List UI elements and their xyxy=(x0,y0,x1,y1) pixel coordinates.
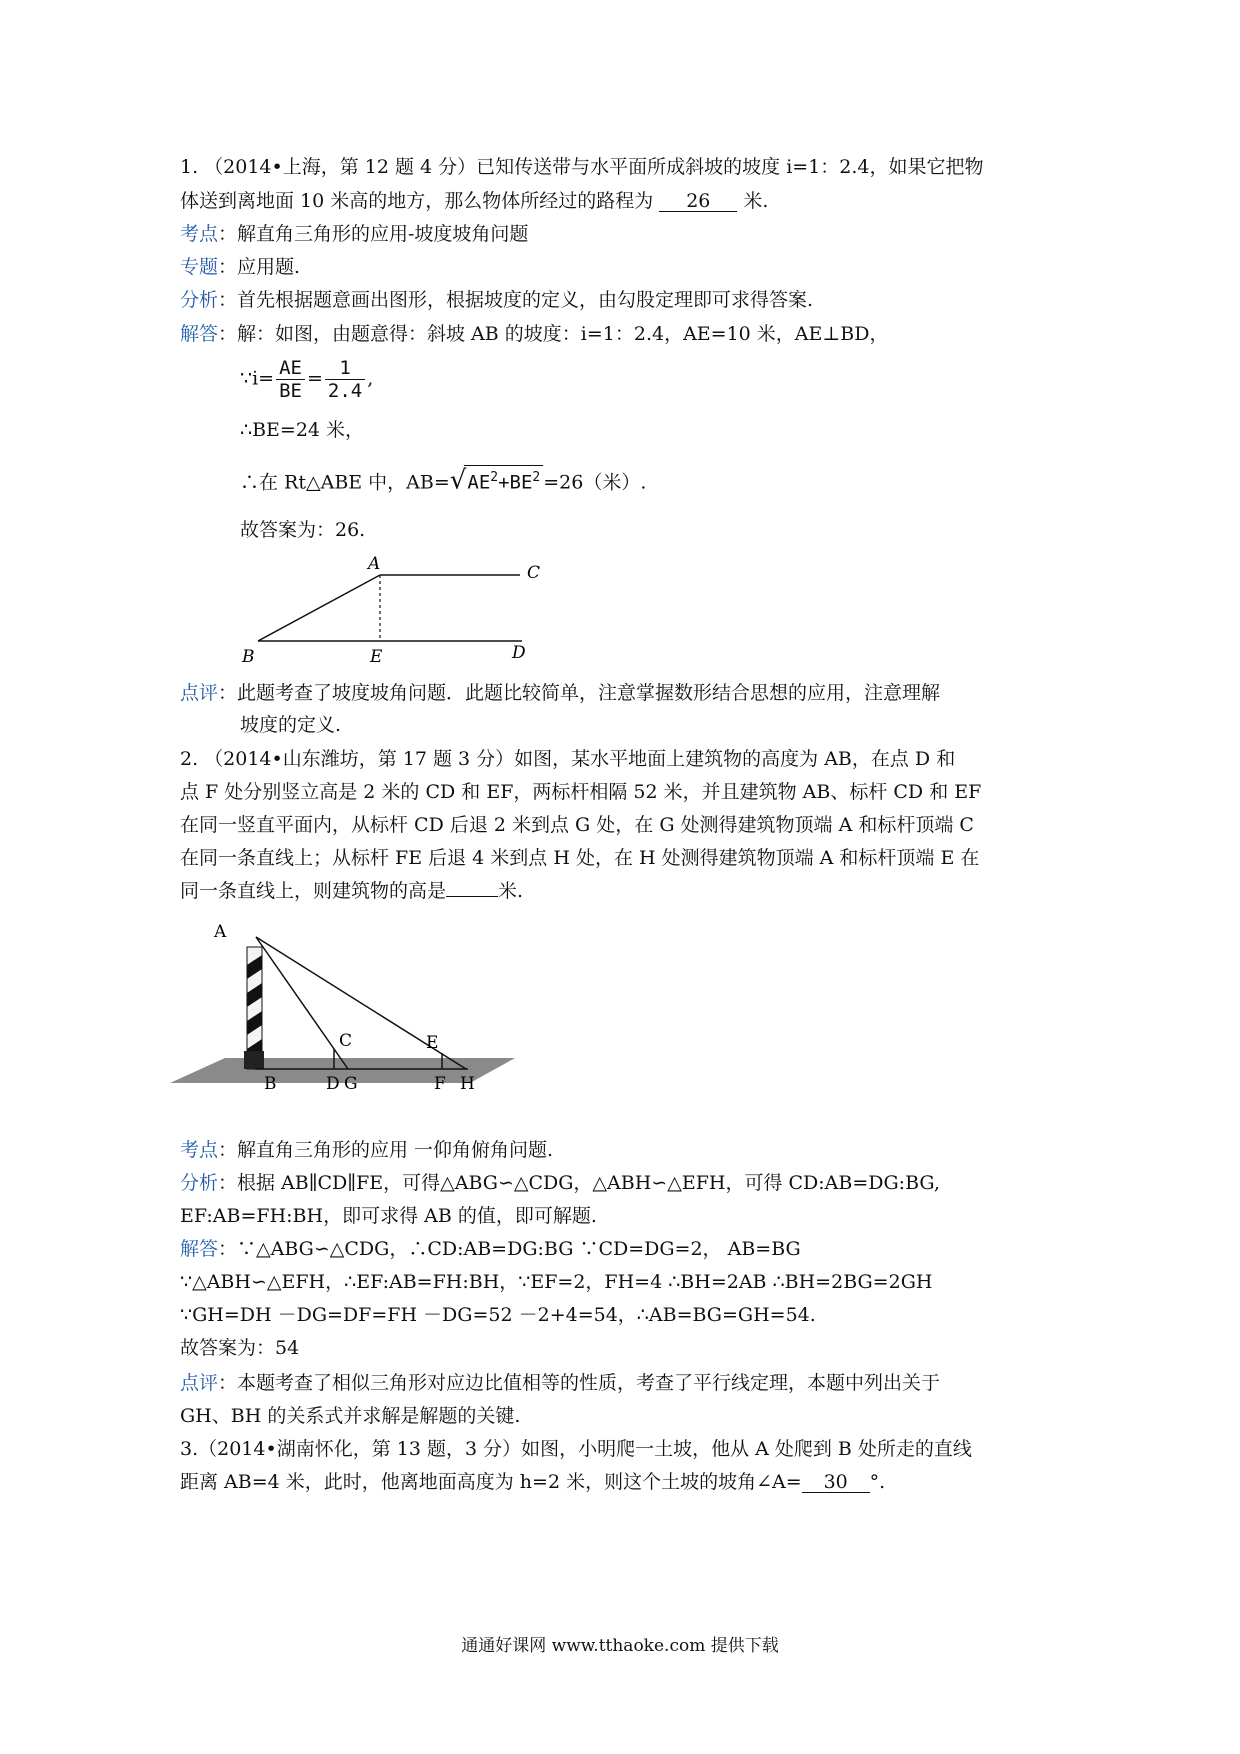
fraction-1-2-4 xyxy=(325,357,365,402)
label-a: A xyxy=(368,554,381,574)
building-base xyxy=(244,1051,264,1069)
q3-line-2-end: °. xyxy=(869,1471,886,1493)
radicand-ae: AE xyxy=(467,471,491,494)
fraction-ae-be xyxy=(276,357,305,402)
zhuanti-label: 专题 xyxy=(180,256,219,278)
fenxi-label: 分析 xyxy=(180,289,219,311)
label-h: H xyxy=(460,1074,475,1094)
q2-kaodian xyxy=(180,1138,553,1162)
label-b: B xyxy=(264,1074,277,1094)
kaodian-label: 考点 xyxy=(180,223,219,245)
q1-line-1: 1. （2014•上海，第 12 题 4 分）已知传送带与水平面所成斜坡的坡度 i=1：2.4，如果它把物 xyxy=(180,156,984,178)
q2-fenxi-1 xyxy=(180,1171,940,1195)
q2-answer-blank xyxy=(446,896,498,897)
dianping-label: 点评 xyxy=(180,1372,219,1394)
step-3-end: =26（米）. xyxy=(543,471,647,494)
q1-fenxi xyxy=(180,288,813,312)
fenxi-text: ：根据 AB∥CD∥FE，可得△ABG∽△CDG，△ABH∽△EFH，可得 CD:AB=DG:BG, xyxy=(218,1172,940,1194)
sqrt-sign: √ xyxy=(449,465,467,496)
label-a: A xyxy=(214,922,227,942)
building-figure xyxy=(170,915,520,1100)
q1-answer: 26 xyxy=(659,191,737,212)
q3-line-2-text: 距离 AB=4 米，此时，他离地面高度为 h=2 米，则这个土坡的坡角∠A= xyxy=(180,1471,802,1493)
label-b: B xyxy=(242,647,255,664)
q3-line-1: 3.（2014•湖南怀化，第 13 题，3 分）如图，小明爬一土坡，他从 A 处爬到 B 处所走的直线 xyxy=(180,1438,972,1460)
q1-zhuanti xyxy=(180,255,300,279)
q1-dianping xyxy=(180,681,940,705)
jieda-text: ：∵△ABG∽△CDG，∴CD:AB=DG:BG ∵CD=DG=2， AB=BG xyxy=(218,1238,801,1260)
q2-jieda-1 xyxy=(180,1237,801,1261)
q1-step-3 xyxy=(240,465,646,494)
label-e: E xyxy=(370,647,383,664)
q2-line-5-end: 米. xyxy=(498,880,524,902)
q3-answer: 30 xyxy=(802,1472,870,1493)
q2-line-1: 2. （2014•山东潍坊，第 17 题 3 分）如图，某水平地面上建筑物的高度为 AB，在点 D 和 xyxy=(180,748,956,770)
step-1-end: , xyxy=(367,367,374,390)
step-1-lead: ∵i= xyxy=(240,367,275,390)
sqrt-radicand xyxy=(464,465,543,494)
jieda-text: ：解：如图，由题意得：斜坡 AB 的坡度：i=1：2.4，AE=10 米，AE⊥BD， xyxy=(218,323,889,345)
kaodian-label: 考点 xyxy=(180,1139,219,1161)
step-3-lead: ∴在 Rt△ABE 中，AB= xyxy=(240,471,450,494)
jieda-label: 解答 xyxy=(180,323,219,345)
footer-source: 通通好课网 www.tthaoke.com 提供下载 xyxy=(461,1636,779,1656)
fraction-numerator: 1 xyxy=(325,357,365,380)
label-c: C xyxy=(339,1031,353,1051)
q1-line-2 xyxy=(180,189,768,213)
label-e: E xyxy=(426,1033,439,1053)
q2-line-4: 在同一条直线上；从标杆 FE 后退 4 米到点 H 处，在 H 处测得建筑物顶端 A 和标杆顶端 E 在 xyxy=(180,847,980,869)
fraction-denominator: BE xyxy=(279,380,302,402)
q2-answer-line: 故答案为：54 xyxy=(180,1337,300,1359)
q1-step-1 xyxy=(240,357,373,402)
q1-kaodian xyxy=(180,222,528,246)
q2-line-2: 点 F 处分别竖立高是 2 米的 CD 和 EF，两标杆相隔 52 米，并且建筑物 AB、标杆 CD 和 EF xyxy=(180,781,982,803)
equals-sign: = xyxy=(306,367,323,390)
q2-dianping-2: GH、BH 的关系式并求解是解题的关键. xyxy=(180,1405,521,1427)
dianping-text: ：此题考查了坡度坡角问题．此题比较简单，注意掌握数形结合思想的应用，注意理解 xyxy=(218,682,941,704)
q1-line-2-text: 体送到离地面 10 米高的地方，那么物体所经过的路程为 xyxy=(180,190,654,212)
q1-answer-line: 故答案为：26. xyxy=(240,519,366,541)
q2-line-5-text: 同一条直线上，则建筑物的高是 xyxy=(180,880,447,902)
kaodian-text: ：解直角三角形的应用-坡度坡角问题 xyxy=(218,223,529,245)
zhuanti-text: ：应用题. xyxy=(218,256,301,278)
label-g: G xyxy=(344,1074,358,1094)
fraction-denominator: 2.4 xyxy=(327,380,363,402)
q2-line-3: 在同一竖直平面内，从标杆 CD 后退 2 米到点 G 处，在 G 处测得建筑物顶端 A 和标杆顶端 C xyxy=(180,814,974,836)
q2-jieda-3: ∵GH=DH －DG=DF=FH －DG=52 －2+4=54，∴AB=BG=GH=54. xyxy=(180,1304,816,1326)
q1-step-2: ∴BE=24 米， xyxy=(240,419,365,441)
label-d: D xyxy=(512,643,526,663)
fraction-numerator: AE xyxy=(276,357,305,380)
slope-figure xyxy=(230,548,550,664)
q3-line-2 xyxy=(180,1470,885,1494)
dianping-label: 点评 xyxy=(180,682,219,704)
q2-fenxi-2: EF:AB=FH:BH，即可求得 AB 的值，即可解题. xyxy=(180,1205,597,1227)
label-f: F xyxy=(434,1074,446,1094)
q2-jieda-2: ∵△ABH∽△EFH，∴EF:AB=FH:BH，∵EF=2，FH=4 ∴BH=2AB ∴BH=2BG=2GH xyxy=(180,1271,933,1293)
exponent: 2 xyxy=(532,470,541,485)
fenxi-label: 分析 xyxy=(180,1172,219,1194)
slope-line-ab xyxy=(258,575,380,641)
radicand-be: +BE xyxy=(498,471,533,494)
dianping-text: ：本题考查了相似三角形对应边比值相等的性质，考查了平行线定理，本题中列出关于 xyxy=(218,1372,941,1394)
label-c: C xyxy=(527,563,541,583)
q1-jieda xyxy=(180,322,888,346)
fenxi-text: ：首先根据题意画出图形，根据坡度的定义，由勾股定理即可求得答案. xyxy=(218,289,814,311)
kaodian-text: ：解直角三角形的应用 一仰角俯角问题. xyxy=(218,1139,554,1161)
q2-line-5 xyxy=(180,879,523,903)
q2-dianping xyxy=(180,1371,940,1395)
jieda-label: 解答 xyxy=(180,1238,219,1260)
label-d: D xyxy=(326,1074,340,1094)
exponent: 2 xyxy=(490,470,499,485)
q1-line-2-end: 米. xyxy=(743,190,769,212)
q1-dianping-2: 坡度的定义. xyxy=(240,714,342,736)
